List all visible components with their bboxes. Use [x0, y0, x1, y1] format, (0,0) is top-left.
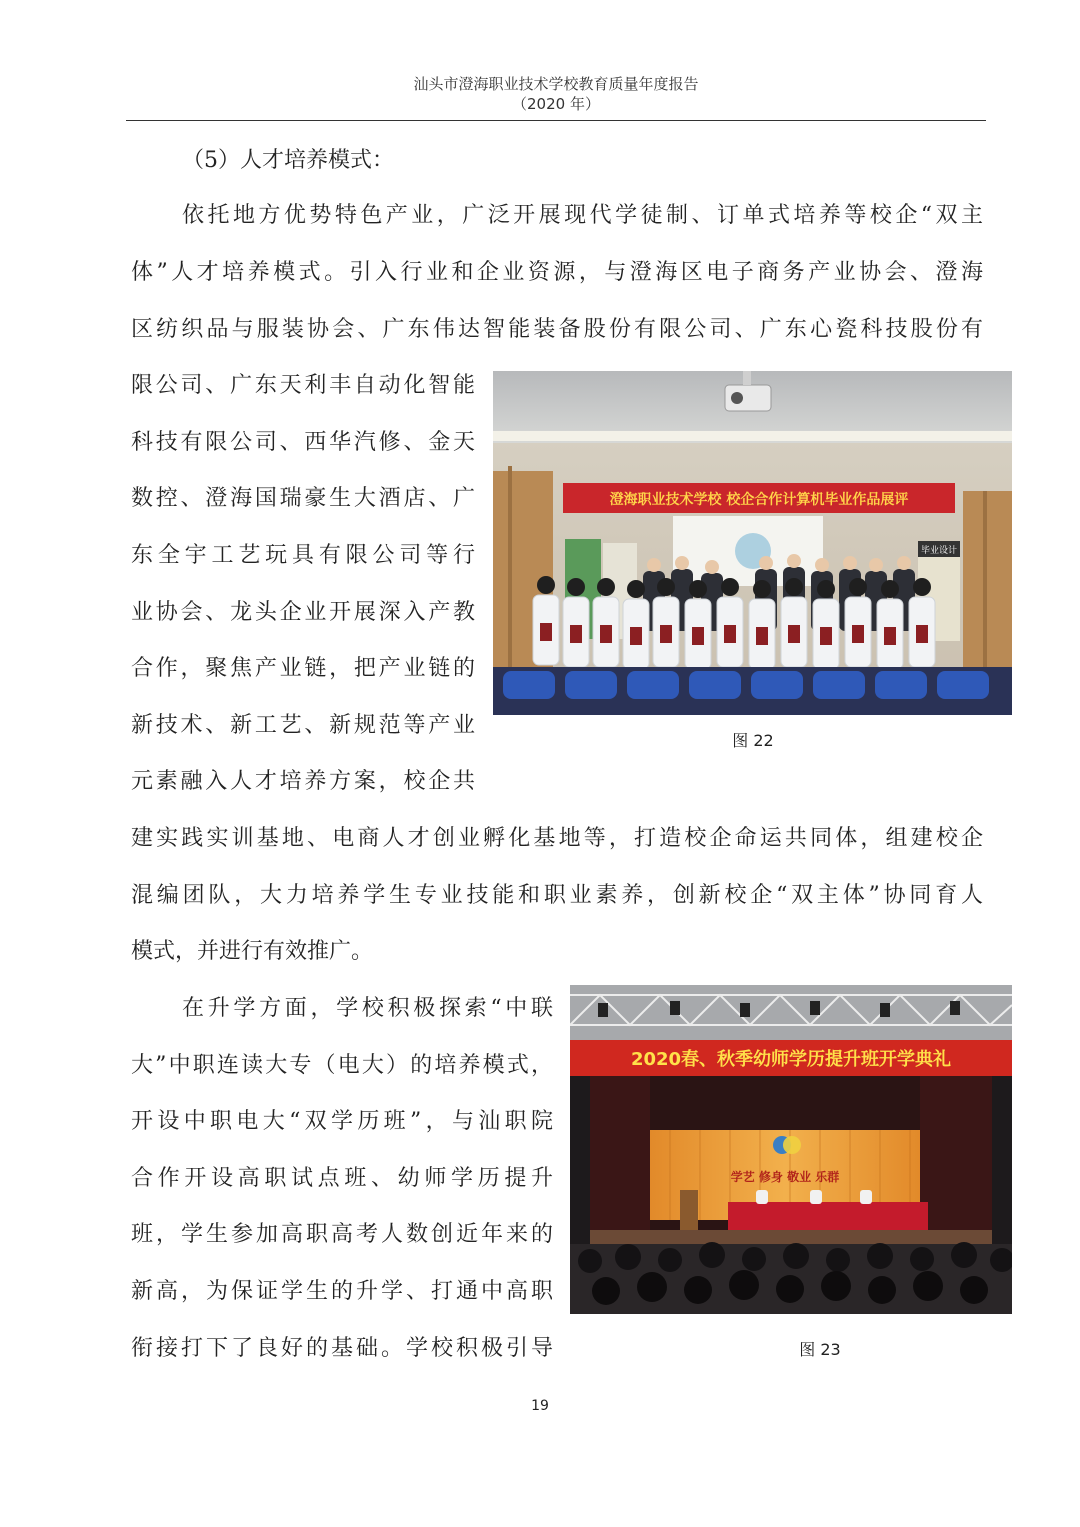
- figure-22-photo: [493, 371, 1012, 715]
- page-number: 19: [531, 1398, 549, 1414]
- paragraph-line: 班，学生参加高职高考人数创近年来的: [131, 1222, 553, 1247]
- paragraph-line: 区纺织品与服装协会、广东伟达智能装备股份有限公司、广东心瓷科技股份有: [131, 317, 983, 342]
- header-divider: [126, 120, 986, 121]
- figure-22-banner: 澄海职业技术学校 校企合作计算机毕业作品展评: [609, 492, 909, 508]
- figure-23-photo: [570, 985, 1012, 1314]
- paragraph-line: 开设中职电大“双学历班”，与汕职院: [131, 1109, 553, 1134]
- paragraph-line: 建实践实训基地、电商人才创业孵化基地等，打造校企命运共同体，组建校企: [131, 826, 983, 851]
- figure-23-banner: 2020春、秋季幼师学历提升班开学典礼: [630, 1049, 952, 1070]
- paragraph-line: 新高，为保证学生的升学、打通中高职: [131, 1279, 553, 1304]
- paragraph-line: 业协会、龙头企业开展深入产教: [131, 600, 475, 625]
- paragraph-line: 在升学方面，学校积极探索“中联: [182, 996, 553, 1021]
- figure-23-stage-slogan: 学艺 修身 敬业 乐群: [730, 1170, 840, 1184]
- report-header: [126, 74, 986, 114]
- report-year: （2020 年）: [512, 95, 600, 113]
- paragraph-line: 限公司、广东天利丰自动化智能: [131, 373, 475, 398]
- paragraph-line: 数控、澄海国瑞豪生大酒店、广: [131, 486, 475, 511]
- paragraph-line: 混编团队，大力培养学生专业技能和职业素养，创新校企“双主体”协同育人: [131, 883, 983, 908]
- report-title: 汕头市澄海职业技术学校教育质量年度报告: [413, 75, 699, 93]
- paragraph-line: 合作开设高职试点班、幼师学历提升: [131, 1166, 553, 1191]
- paragraph-line: 东全宇工艺玩具有限公司等行: [131, 543, 475, 568]
- paragraph-line: 科技有限公司、西华汽修、金天: [131, 430, 475, 455]
- paragraph-line: 体”人才培养模式。引入行业和企业资源，与澄海区电子商务产业协会、澄海: [131, 260, 983, 285]
- figure-23-caption: 图 23: [799, 1340, 841, 1359]
- paragraph-line: 元素融入人才培养方案，校企共: [131, 769, 475, 794]
- paragraph-line: 衔接打下了良好的基础。学校积极引导: [131, 1336, 553, 1361]
- paragraph-line: 合作，聚焦产业链，把产业链的: [131, 656, 475, 681]
- section-heading: （5）人才培养模式：: [182, 148, 394, 173]
- paragraph-line: 大”中职连读大专（电大）的培养模式，: [131, 1053, 553, 1078]
- paragraph-line: 模式，并进行有效推广。: [131, 939, 374, 964]
- paragraph-line: 新技术、新工艺、新规范等产业: [131, 713, 475, 738]
- figure-22-board-label: 毕业设计: [920, 546, 958, 556]
- paragraph-line: 依托地方优势特色产业，广泛开展现代学徒制、订单式培养等校企“双主: [182, 203, 983, 228]
- figure-22-caption: 图 22: [732, 731, 774, 750]
